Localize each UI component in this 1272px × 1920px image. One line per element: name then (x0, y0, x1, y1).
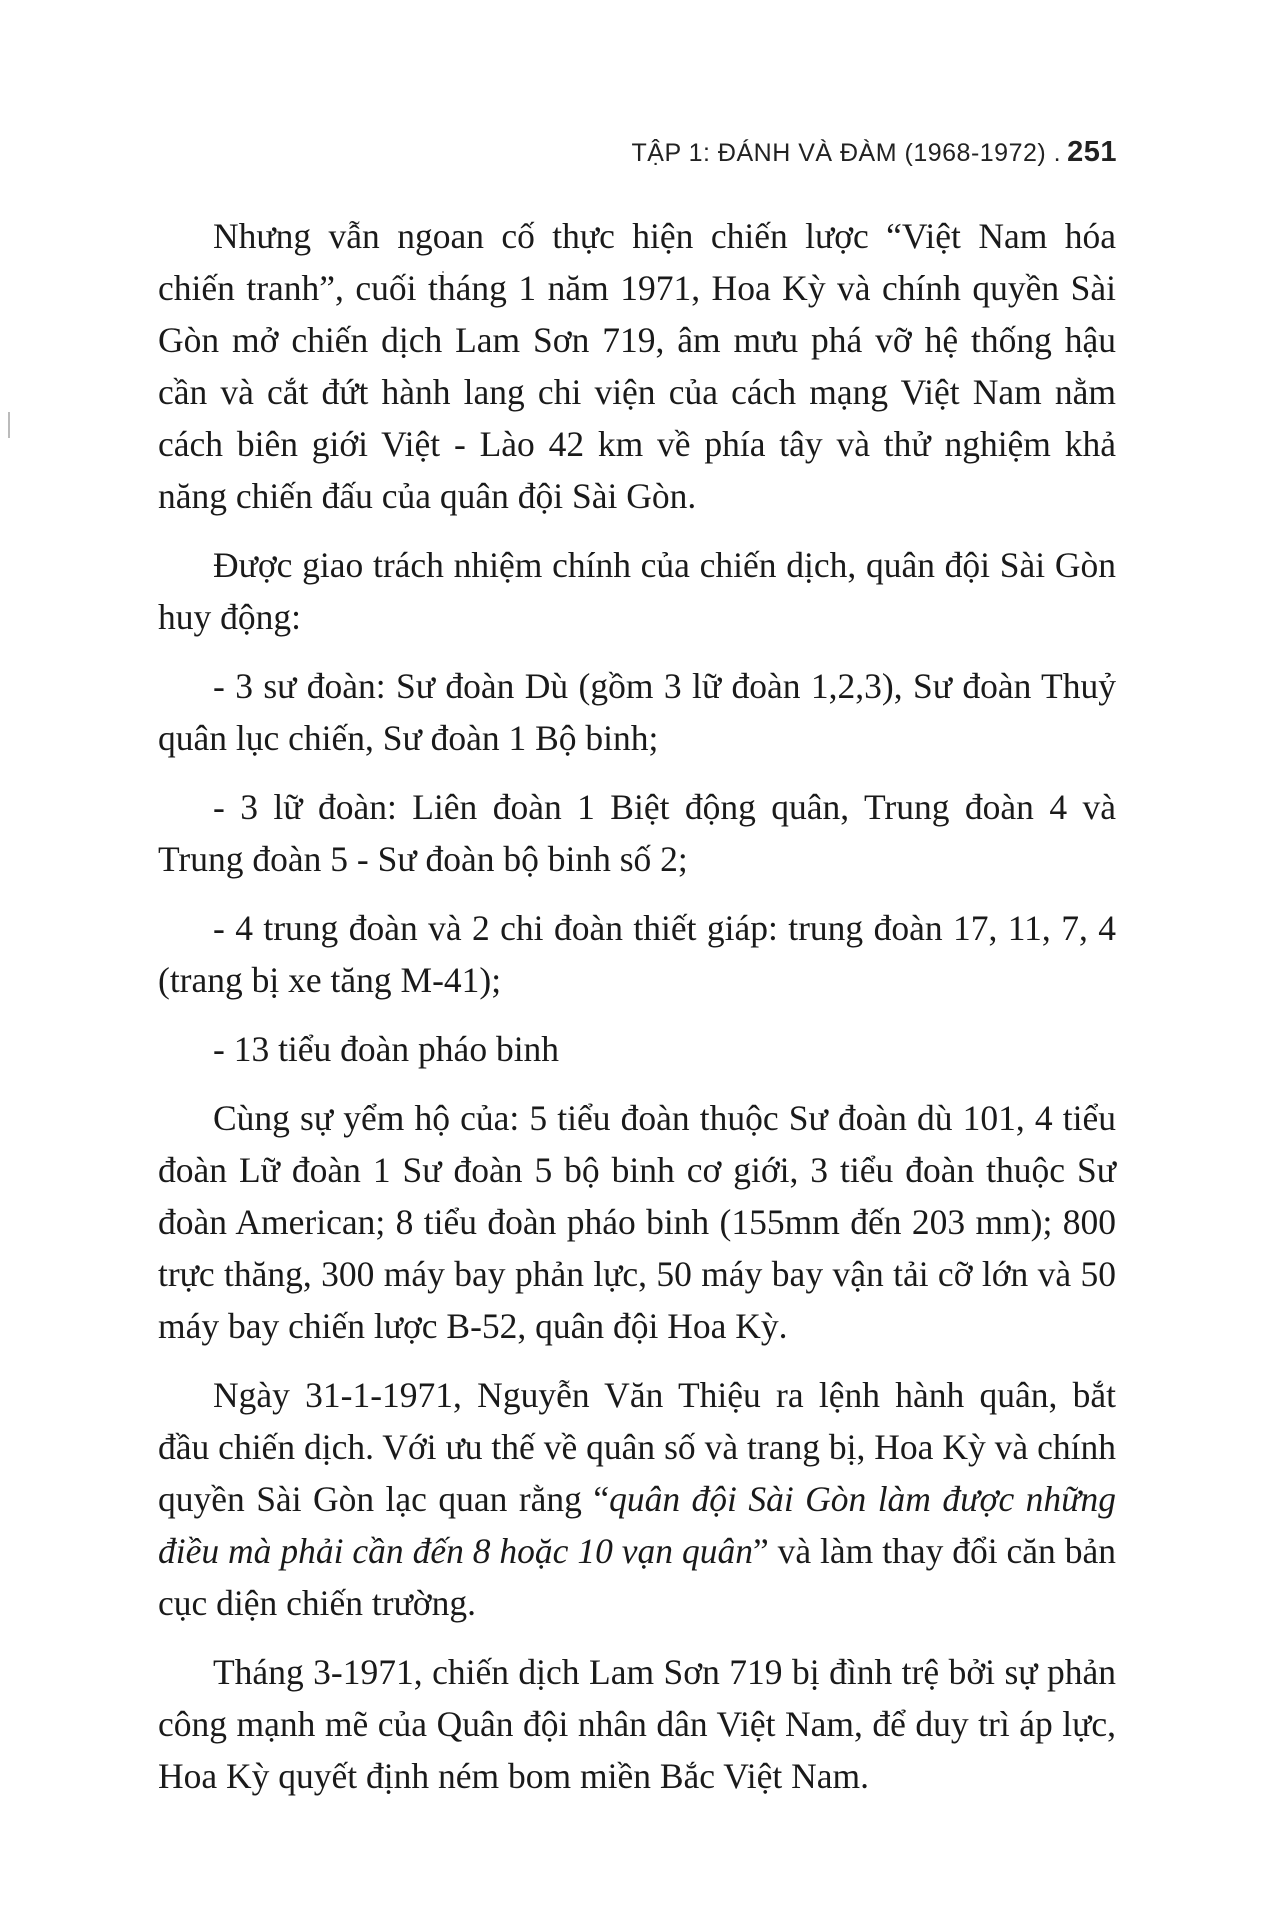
list-item: - 3 lữ đoàn: Liên đoàn 1 Biệt động quân, Trung đoàn 4 và Trung đoàn 5 - Sư đoàn bộ binh số 2; (158, 787, 1116, 879)
margin-mark (8, 412, 10, 438)
list-item: - 13 tiểu đoàn pháo binh (213, 1029, 560, 1069)
page-number: 251 (1067, 136, 1117, 168)
list-item: - 4 trung đoàn và 2 chi đoàn thiết giáp: trung đoàn 17, 11, 7, 4 (trang bị xe tăng M-41); (158, 908, 1116, 1000)
running-header (632, 136, 1117, 169)
paragraph: Cùng sự yểm hộ của: 5 tiểu đoàn thuộc Sư đoàn dù 101, 4 tiểu đoàn Lữ đoàn 1 Sư đoàn 5 bộ binh cơ giới, 3 tiểu đoàn thuộc Sư đoàn American; 8 tiểu đoàn pháo binh (155mm đến 203 mm); 800 trực thăng, 300 máy bay phản lực, 50 máy bay vận tải cỡ lớn và 50 máy bay chiến lược B-52, quân đội Hoa Kỳ. (158, 1098, 1116, 1346)
paragraph: Nhưng vẫn ngoan cố thực hiện chiến lược “Việt Nam hóa chiến tranh”, cuối tháng 1 năm 1971, Hoa Kỳ và chính quyền Sài Gòn mở chiến dịch Lam Sơn 719, âm mưu phá vỡ hệ thống hậu cần và cắt đứt hành lang chi viện của cách mạng Việt Nam nằm cách biên giới Việt - Lào 42 km về phía tây và thử nghiệm khả năng chiến đấu của quân đội Sài Gòn. (158, 216, 1116, 516)
paragraph: Được giao trách nhiệm chính của chiến dịch, quân đội Sài Gòn huy động: (158, 545, 1116, 637)
italic-quote: quân đội Sài Gòn làm được những điều mà phải cần đến 8 hoặc 10 vạn quân (158, 1479, 1116, 1571)
paragraph-text: ” và làm thay đổi căn bản cục diện chiến trường. (158, 1531, 1116, 1623)
running-title: TẬP 1: ĐÁNH VÀ ĐÀM (1968-1972) . (631, 139, 1062, 167)
list-item: - 3 sư đoàn: Sư đoàn Dù (gồm 3 lữ đoàn 1,2,3), Sư đoàn Thuỷ quân lục chiến, Sư đoàn 1 Bộ binh; (158, 666, 1116, 758)
paragraph-text: Ngày 31-1-1971, Nguyễn Văn Thiệu ra lệnh hành quân, bắt đầu chiến dịch. Với ưu thế về quân số và trang bị, Hoa Kỳ và chính quyền Sài Gòn lạc quan rằng “ (158, 1375, 1116, 1519)
body-text (158, 210, 1116, 1819)
paragraph: Tháng 3-1971, chiến dịch Lam Sơn 719 bị đình trệ bởi sự phản công mạnh mẽ của Quân đội nhân dân Việt Nam, để duy trì áp lực, Hoa Kỳ quyết định ném bom miền Bắc Việt Nam. (158, 1652, 1116, 1796)
paragraph (158, 1369, 1116, 1629)
